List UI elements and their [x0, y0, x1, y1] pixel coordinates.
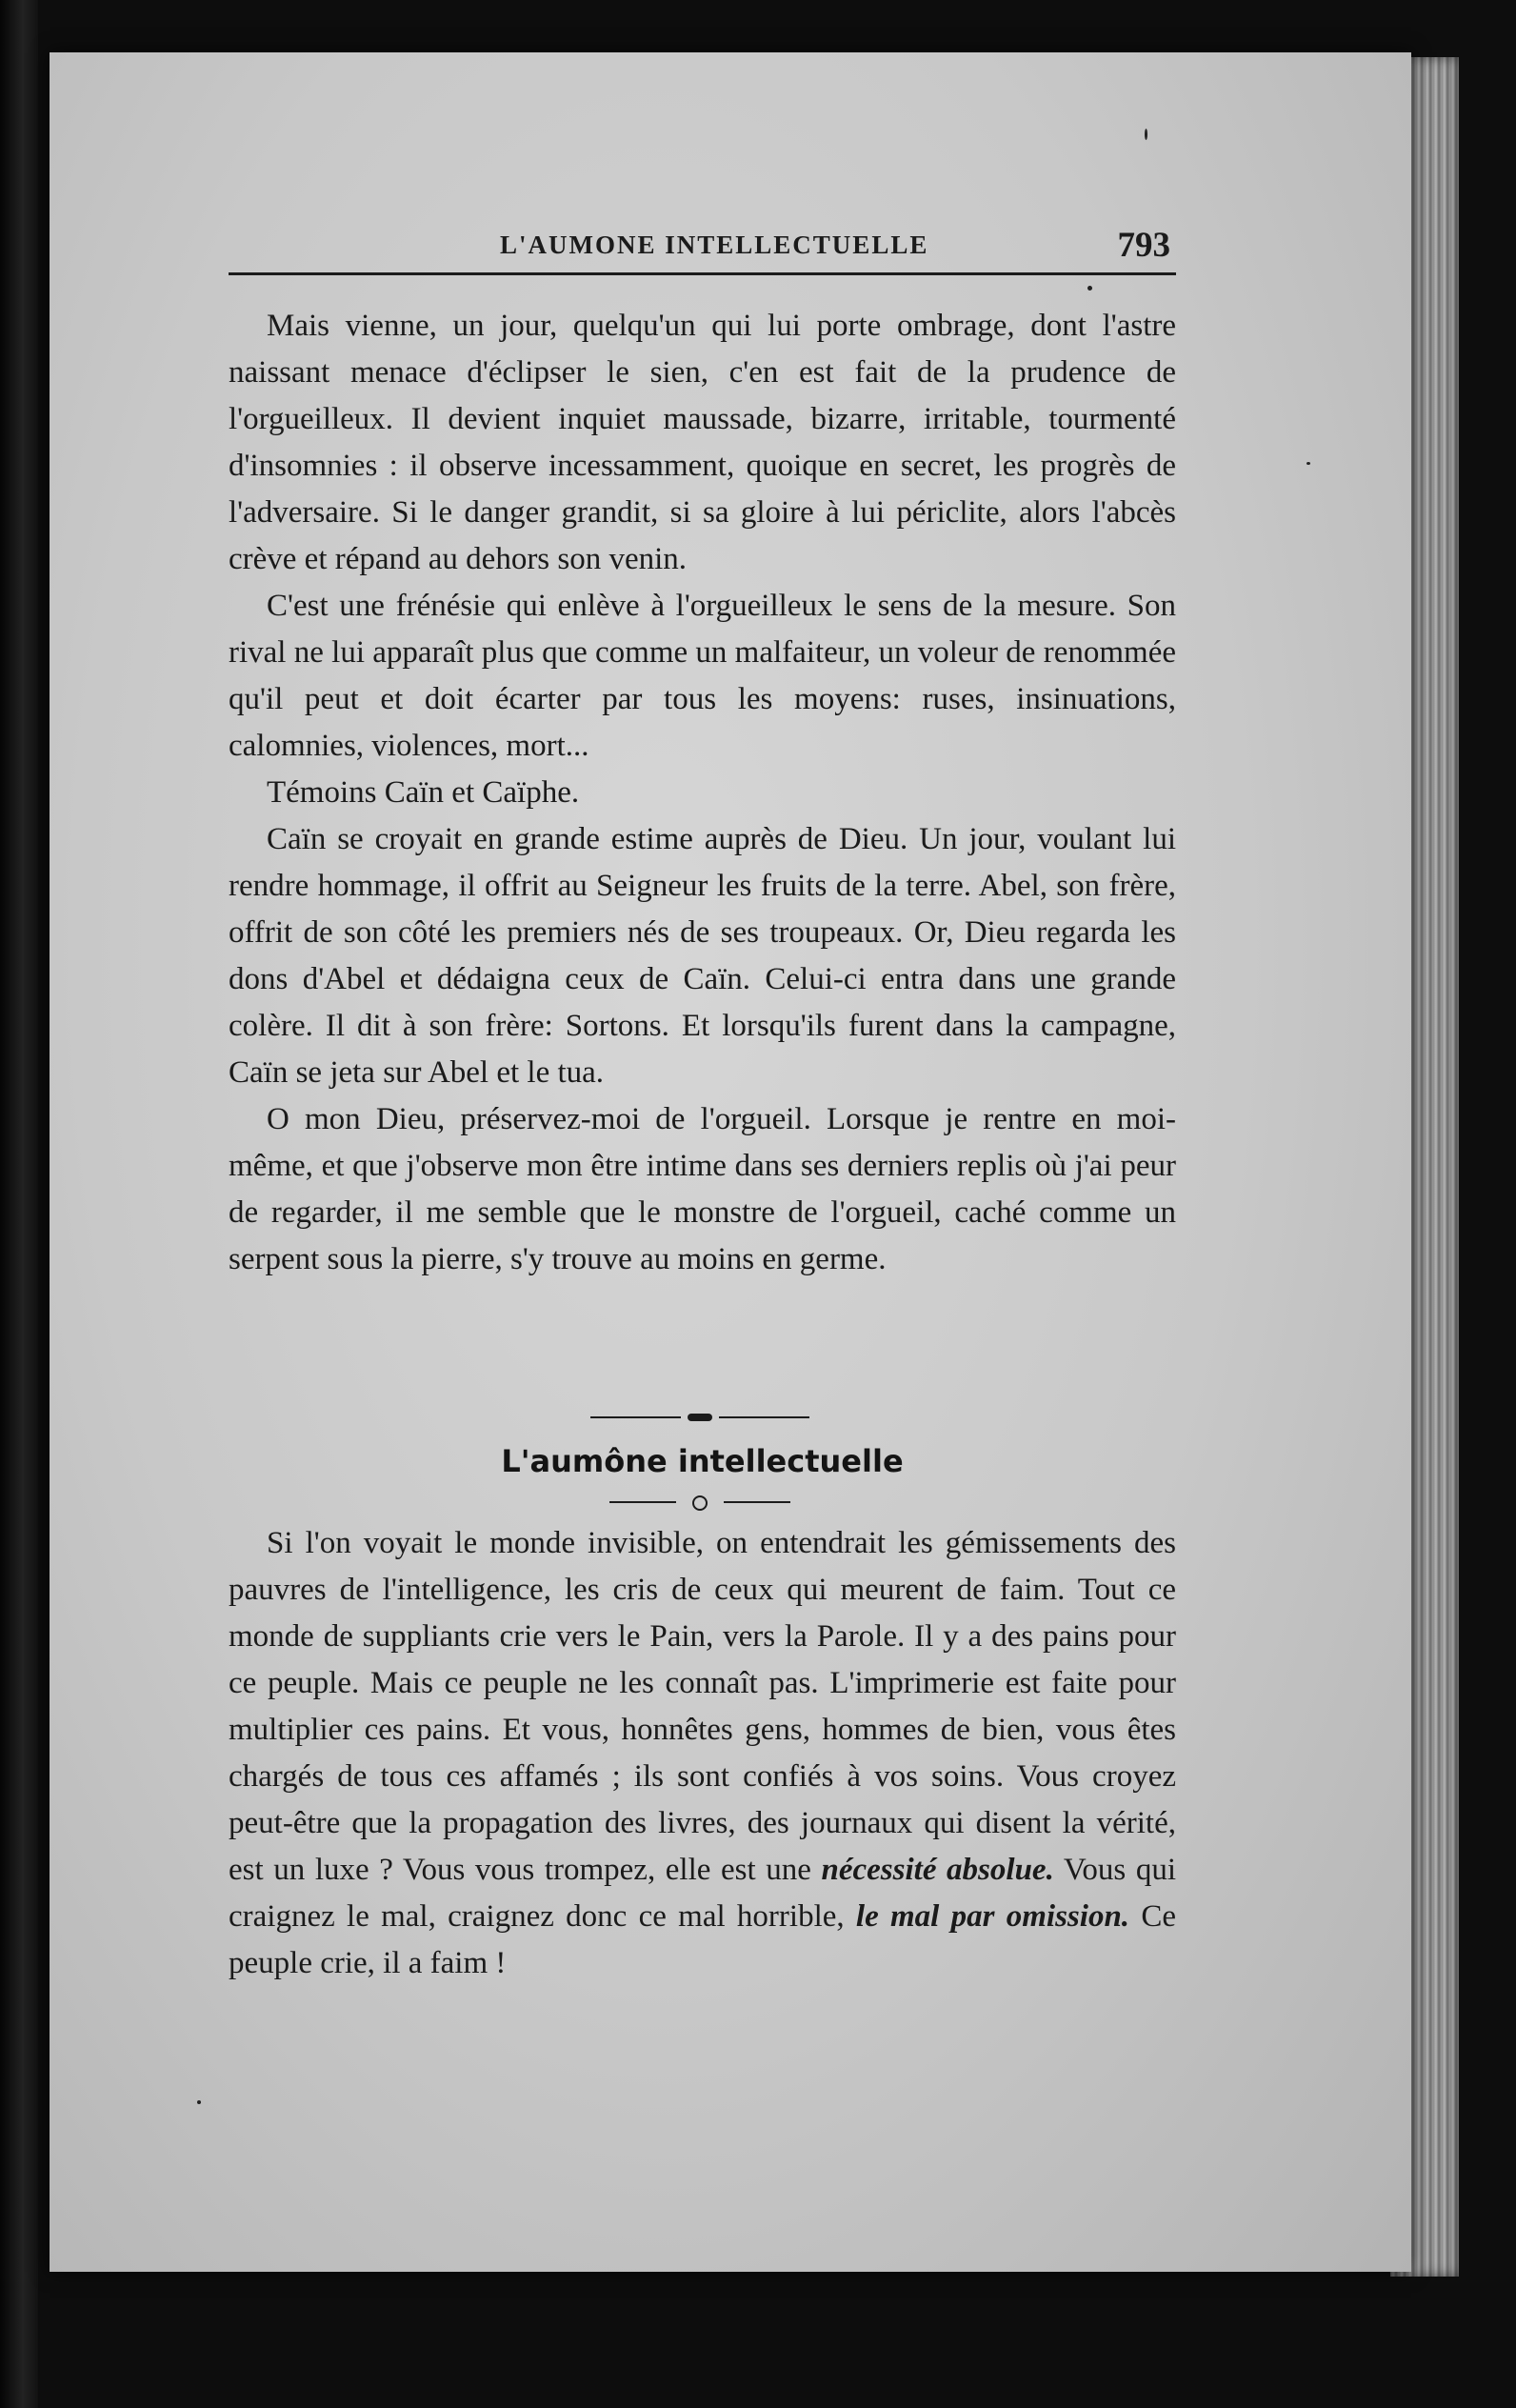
- text-run: Vous qui craignez le mal, craignez donc ce mal horrible,: [229, 1853, 1177, 1934]
- text-run: Ce peuple crie, il a faim !: [229, 1899, 1176, 1980]
- paragraph: C'est une frénésie qui enlève à l'orgueilleux le sens de la mesure. Son rival ne lui apparaît plus que comme un malfaiteur, un voleur de renommée qu'il peut et doit écarter par tous les moyens: ruses, insinuations, calomnies, violences, mort...: [229, 589, 1176, 763]
- paragraph: Mais vienne, un jour, quelqu'un qui lui porte ombrage, dont l'astre naissant menace d'éclipser le sien, c'en est fait de la prudence de l'orgueilleux. Il devient inquiet maussade, bizarre, irritable, tourmenté d'insomnies : il observe incessamment, quoique en secret, les progrès de l'adversaire. Si le danger grandit, si sa gloire à lui périclite, alors l'abcès crève et répand au dehors son venin.: [229, 309, 1176, 576]
- book-spine-edge: [0, 0, 38, 2408]
- paper-speck: [197, 2100, 201, 2104]
- text-run: Si l'on voyait le monde invisible, on entendrait les gémissements des pauvres de l'intelligence, les cris de ceux qui meurent de faim. Tout ce monde de suppliants crie vers le Pain, vers la Parole. Il y a des pains pour ce peuple. Mais ce peuple ne les connaît pas. L'imprimerie est faite pour multiplier ces pains. Et vous, honnêtes gens, hommes de bien, vous êtes chargés de tous ces affamés ; ils sont confiés à vos soins. Vous croyez peut-être que la propagation des livres, des journaux qui disent la vérité, est un luxe ? Vous vous trompez, elle est une: [229, 1526, 1176, 1887]
- paragraph: [229, 1520, 1176, 1987]
- ornament-line: [719, 1416, 809, 1418]
- paragraph: Caïn se croyait en grande estime auprès de Dieu. Un jour, voulant lui rendre hommage, il offrit au Seigneur les fruits de la terre. Abel, son frère, offrit de son côté les premiers nés de ses troupeaux. Or, Dieu regarda les dons d'Abel et dédaigna ceux de Caïn. Celui-ci entra dans une grande colère. Il dit à son frère: Sortons. Et lorsqu'ils furent dans la campagne, Caïn se jeta sur Abel et le tua.: [229, 822, 1176, 1090]
- paper-speck: [1307, 462, 1310, 465]
- section-divider-ornament: [590, 1412, 809, 1423]
- section-title: L'aumône intellectuelle: [501, 1443, 904, 1479]
- emphasis: nécessité absolue.: [821, 1853, 1054, 1887]
- page-header: [229, 223, 1176, 276]
- ornament-line: [724, 1501, 790, 1503]
- paragraph: Témoins Caïn et Caïphe.: [267, 775, 580, 810]
- ornament-line: [609, 1501, 676, 1503]
- paper-speck: [1087, 286, 1092, 291]
- title-ornament: [609, 1492, 790, 1511]
- ornament-dot: [688, 1414, 712, 1421]
- ornament-ring: [692, 1495, 708, 1511]
- paper-speck: [1145, 129, 1147, 140]
- main-text: [229, 303, 1176, 1283]
- emphasis: le mal par omission.: [855, 1899, 1130, 1934]
- page-number: 793: [1117, 226, 1170, 265]
- paragraph: O mon Dieu, préservez-moi de l'orgueil. Lorsque je rentre en moi-même, et que j'observe mon être intime dans ses derniers replis où j'ai peur de regarder, il me semble que le monstre de l'orgueil, caché comme un serpent sous la pierre, s'y trouve au moins en germe.: [229, 1102, 1176, 1276]
- section-text: [229, 1520, 1176, 1987]
- ornament-line: [590, 1416, 681, 1418]
- running-title: L'AUMONE INTELLECTUELLE: [500, 231, 929, 259]
- header-rule: [229, 272, 1176, 275]
